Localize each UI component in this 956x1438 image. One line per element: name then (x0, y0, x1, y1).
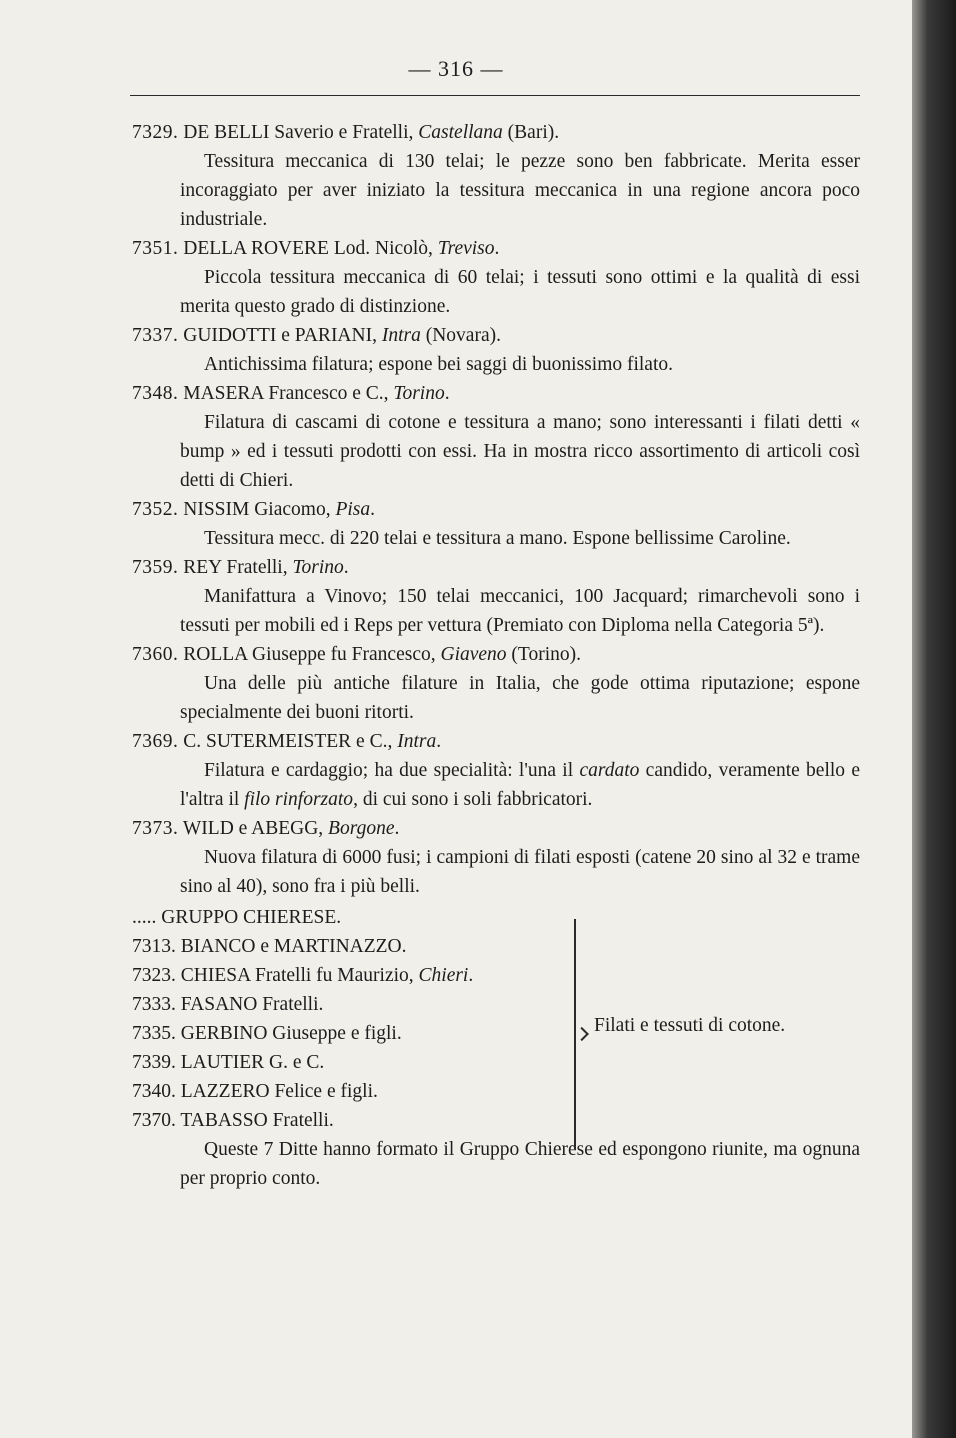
entry-name: MASERA Francesco e C., (183, 383, 394, 404)
entry-after: . (436, 731, 442, 752)
entry (132, 495, 860, 553)
entry-after: (Novara). (420, 325, 501, 346)
entry-name: C. SUTERMEISTER e C., (183, 731, 398, 752)
entry-place: Intra (381, 325, 421, 346)
entry-description: Filatura di cascami di cotone e tessitura a mano; sono interessanti i filati detti « bump » ed i tessuti prodotti con essi. Ha in mostra ricco assortimento di articoli così detti di Chieri. (180, 412, 860, 491)
entry-description: Una delle più antiche filature in Italia, che gode ottima riputazione; espone specialmente dei buoni ritorti. (180, 673, 860, 723)
entry-description: Filatura e cardaggio; ha due specialità: l'una il cardato candido, veramente bello e l'altra il filo rinforzato, di cui sono i soli fabbricatori. (180, 760, 860, 810)
group-closing-note: Queste 7 Ditte hanno formato il Gruppo Chierese ed espongono riunite, ma ognuna per proprio conto. (180, 1139, 860, 1189)
header-rule (130, 95, 860, 96)
page-edge-shadow (912, 0, 956, 1438)
entry-after: . (370, 499, 375, 520)
group-brace (574, 919, 590, 1149)
entry-place: Torino (393, 383, 445, 404)
entry-place: Giaveno (440, 644, 507, 665)
entry (132, 814, 860, 901)
entry (132, 379, 860, 495)
entry-number: 7337. (132, 325, 179, 346)
entry-place: Castellana (418, 122, 503, 143)
group-member: 7323. CHIESA Fratelli fu Maurizio, Chieri. (132, 965, 474, 986)
group-label: Filati e tessuti di cotone. (594, 1015, 786, 1036)
entry-number: 7369. (132, 731, 179, 752)
entry-after: . (444, 383, 450, 404)
group-member: 7339. LAUTIER G. e C. (132, 1052, 325, 1073)
entry-number: 7351. (132, 238, 179, 259)
entry-number: 7373. (132, 818, 179, 839)
entry-description: Tessitura meccanica di 130 telai; le pezze sono ben fabbricate. Merita esser incoraggiato per aver iniziato la tessitura meccanica in una regione ancora poco industriale. (180, 151, 860, 230)
entry-after: (Torino). (506, 644, 581, 665)
entry-heading (132, 553, 860, 582)
entry-description: Nuova filatura di 6000 fusi; i campioni di filati esposti (catene 20 sino al 32 e trame sino al 40), sono fra i più belli. (180, 847, 860, 897)
entry-heading (132, 321, 860, 350)
entry-after: . (394, 818, 400, 839)
entry (132, 118, 860, 234)
entry-number: 7360. (132, 644, 179, 665)
group-heading: ..... GRUPPO CHIERESE. (132, 907, 342, 928)
entry-after: . (343, 557, 349, 578)
entry-description: Tessitura mecc. di 220 telai e tessitura a mano. Espone bellissime Caroline. (204, 528, 791, 549)
entry-place: Treviso (437, 238, 495, 259)
entry-heading (132, 234, 860, 263)
entry-name: GUIDOTTI e PARIANI, (183, 325, 382, 346)
entry-description: Manifattura a Vinovo; 150 telai meccanici, 100 Jacquard; rimarchevoli sono i tessuti per mobili ed i Reps per vettura (Premiato con Diploma nella Categoria 5ª). (180, 586, 860, 636)
group-member: 7335. GERBINO Giuseppe e figli. (132, 1023, 402, 1044)
group-member: 7313. BIANCO e MARTINAZZO. (132, 936, 407, 957)
entry-number: 7348. (132, 383, 179, 404)
entry-place: Torino (292, 557, 344, 578)
entry (132, 727, 860, 814)
entry-name: REY Fratelli, (183, 557, 293, 578)
page-number: — 316 — (408, 56, 504, 81)
entry-place: Borgone (328, 818, 395, 839)
entry-heading (132, 118, 860, 147)
entry-description: Antichissima filatura; espone bei saggi di buonissimo filato. (204, 354, 674, 375)
entries-list (132, 118, 860, 1193)
entry-place: Pisa (335, 499, 371, 520)
group-member: 7340. LAZZERO Felice e figli. (132, 1081, 378, 1102)
entry (132, 234, 860, 321)
entry-after: . (494, 238, 500, 259)
entry-heading (132, 814, 860, 843)
group-member: 7370. TABASSO Fratelli. (132, 1110, 334, 1131)
entry-number: 7329. (132, 122, 179, 143)
entry (132, 640, 860, 727)
entry-number: 7359. (132, 557, 179, 578)
entry-name: ROLLA Giuseppe fu Francesco, (183, 644, 441, 665)
entry-name: DE BELLI Saverio e Fratelli, (183, 122, 419, 143)
entry-name: NISSIM Giacomo, (183, 499, 336, 520)
entry-description: Piccola tessitura meccanica di 60 telai; i tessuti sono ottimi e la qualità di essi merita questo grado di distinzione. (180, 267, 860, 317)
group-member: 7333. FASANO Fratelli. (132, 994, 324, 1015)
entry-heading (132, 379, 860, 408)
entry-name: WILD e ABEGG, (182, 818, 329, 839)
entry (132, 321, 860, 379)
entry-place: Intra (397, 731, 437, 752)
entry-heading (132, 727, 860, 756)
entry-heading (132, 495, 860, 524)
entry-after: (Bari). (502, 122, 560, 143)
entry-name: DELLA ROVERE Lod. Nicolò, (183, 238, 438, 259)
group-chierese (132, 903, 860, 1135)
entry (132, 553, 860, 640)
entry-heading (132, 640, 860, 669)
entry-number: 7352. (132, 499, 179, 520)
